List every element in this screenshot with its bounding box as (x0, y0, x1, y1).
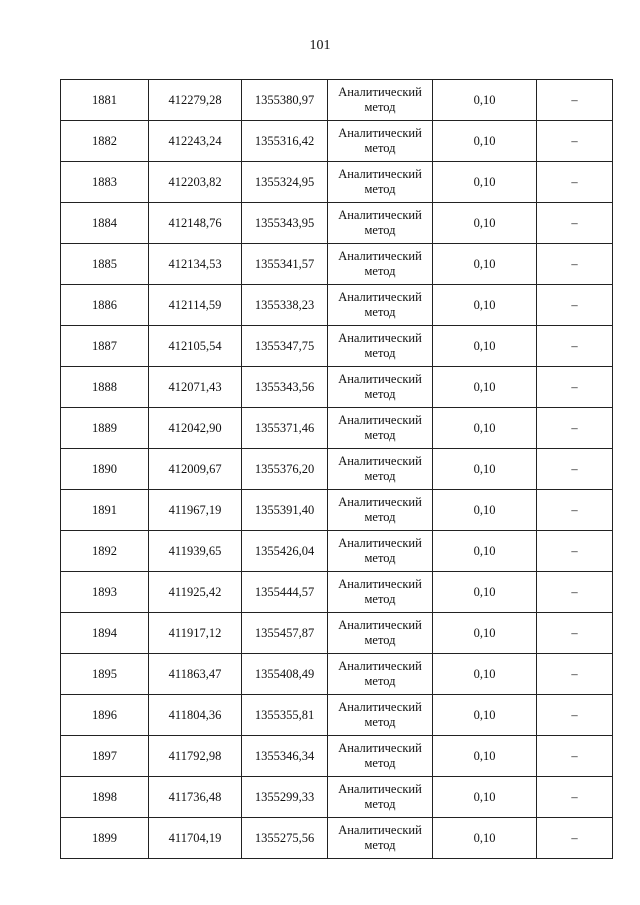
method-line-1: Аналитический (338, 741, 422, 755)
description-cell: – (537, 203, 613, 244)
point-number-cell: 1888 (61, 367, 149, 408)
x-coordinate-cell: 411939,65 (149, 531, 242, 572)
precision-cell: 0,10 (433, 326, 537, 367)
precision-cell: 0,10 (433, 449, 537, 490)
method-line-2: метод (364, 510, 396, 524)
table-row (61, 326, 613, 367)
method-line-1: Аналитический (338, 126, 422, 140)
method-line-2: метод (364, 223, 396, 237)
table-row (61, 367, 613, 408)
description-cell: – (537, 531, 613, 572)
method-line-2: метод (364, 141, 396, 155)
precision-cell: 0,10 (433, 777, 537, 818)
method-line-2: метод (364, 838, 396, 852)
point-number-cell: 1884 (61, 203, 149, 244)
y-coordinate-cell: 1355380,97 (242, 80, 328, 121)
description-cell: – (537, 818, 613, 859)
x-coordinate-cell: 412203,82 (149, 162, 242, 203)
method-line-1: Аналитический (338, 536, 422, 550)
x-coordinate-cell: 412105,54 (149, 326, 242, 367)
x-coordinate-cell: 411967,19 (149, 490, 242, 531)
precision-cell: 0,10 (433, 490, 537, 531)
y-coordinate-cell: 1355346,34 (242, 736, 328, 777)
y-coordinate-cell: 1355275,56 (242, 818, 328, 859)
description-cell: – (537, 695, 613, 736)
method-cell (328, 80, 433, 121)
precision-cell: 0,10 (433, 244, 537, 285)
point-number-cell: 1894 (61, 613, 149, 654)
method-cell (328, 777, 433, 818)
method-line-1: Аналитический (338, 167, 422, 181)
precision-cell: 0,10 (433, 654, 537, 695)
precision-cell: 0,10 (433, 162, 537, 203)
y-coordinate-cell: 1355408,49 (242, 654, 328, 695)
y-coordinate-cell: 1355343,56 (242, 367, 328, 408)
x-coordinate-cell: 411804,36 (149, 695, 242, 736)
description-cell: – (537, 285, 613, 326)
description-cell: – (537, 490, 613, 531)
table-row (61, 572, 613, 613)
x-coordinate-cell: 412042,90 (149, 408, 242, 449)
point-number-cell: 1895 (61, 654, 149, 695)
description-cell: – (537, 121, 613, 162)
precision-cell: 0,10 (433, 203, 537, 244)
x-coordinate-cell: 412243,24 (149, 121, 242, 162)
precision-cell: 0,10 (433, 80, 537, 121)
description-cell: – (537, 367, 613, 408)
method-cell (328, 449, 433, 490)
x-coordinate-cell: 412148,76 (149, 203, 242, 244)
method-line-1: Аналитический (338, 659, 422, 673)
y-coordinate-cell: 1355338,23 (242, 285, 328, 326)
method-line-2: метод (364, 469, 396, 483)
method-line-1: Аналитический (338, 618, 422, 632)
method-cell (328, 121, 433, 162)
x-coordinate-cell: 411863,47 (149, 654, 242, 695)
method-line-2: метод (364, 305, 396, 319)
method-line-2: метод (364, 264, 396, 278)
table-row (61, 531, 613, 572)
description-cell: – (537, 654, 613, 695)
method-line-1: Аналитический (338, 700, 422, 714)
method-line-2: метод (364, 551, 396, 565)
y-coordinate-cell: 1355347,75 (242, 326, 328, 367)
y-coordinate-cell: 1355426,04 (242, 531, 328, 572)
method-cell (328, 367, 433, 408)
table-row (61, 695, 613, 736)
description-cell: – (537, 449, 613, 490)
x-coordinate-cell: 411917,12 (149, 613, 242, 654)
x-coordinate-cell: 412009,67 (149, 449, 242, 490)
point-number-cell: 1885 (61, 244, 149, 285)
precision-cell: 0,10 (433, 572, 537, 613)
point-number-cell: 1892 (61, 531, 149, 572)
method-line-2: метод (364, 797, 396, 811)
method-line-1: Аналитический (338, 823, 422, 837)
method-line-2: метод (364, 674, 396, 688)
method-line-1: Аналитический (338, 290, 422, 304)
page-number: 101 (309, 38, 331, 53)
method-cell (328, 408, 433, 449)
table-row (61, 777, 613, 818)
method-cell (328, 613, 433, 654)
precision-cell: 0,10 (433, 121, 537, 162)
precision-cell: 0,10 (433, 408, 537, 449)
table-row (61, 736, 613, 777)
method-cell (328, 285, 433, 326)
x-coordinate-cell: 412134,53 (149, 244, 242, 285)
coordinates-table (60, 79, 613, 859)
precision-cell: 0,10 (433, 531, 537, 572)
point-number-cell: 1897 (61, 736, 149, 777)
precision-cell: 0,10 (433, 736, 537, 777)
precision-cell: 0,10 (433, 285, 537, 326)
method-line-2: метод (364, 182, 396, 196)
x-coordinate-cell: 412071,43 (149, 367, 242, 408)
method-line-1: Аналитический (338, 208, 422, 222)
method-line-1: Аналитический (338, 413, 422, 427)
method-line-2: метод (364, 756, 396, 770)
description-cell: – (537, 244, 613, 285)
table-row (61, 203, 613, 244)
method-line-1: Аналитический (338, 495, 422, 509)
method-cell (328, 244, 433, 285)
y-coordinate-cell: 1355355,81 (242, 695, 328, 736)
point-number-cell: 1899 (61, 818, 149, 859)
method-line-2: метод (364, 346, 396, 360)
method-line-1: Аналитический (338, 577, 422, 591)
table-row (61, 244, 613, 285)
method-cell (328, 736, 433, 777)
method-line-2: метод (364, 387, 396, 401)
point-number-cell: 1896 (61, 695, 149, 736)
method-line-2: метод (364, 592, 396, 606)
x-coordinate-cell: 411736,48 (149, 777, 242, 818)
precision-cell: 0,10 (433, 818, 537, 859)
method-line-1: Аналитический (338, 249, 422, 263)
y-coordinate-cell: 1355316,42 (242, 121, 328, 162)
method-cell (328, 326, 433, 367)
table-row (61, 613, 613, 654)
table-row (61, 121, 613, 162)
y-coordinate-cell: 1355299,33 (242, 777, 328, 818)
description-cell: – (537, 80, 613, 121)
y-coordinate-cell: 1355341,57 (242, 244, 328, 285)
y-coordinate-cell: 1355324,95 (242, 162, 328, 203)
point-number-cell: 1889 (61, 408, 149, 449)
x-coordinate-cell: 411704,19 (149, 818, 242, 859)
y-coordinate-cell: 1355457,87 (242, 613, 328, 654)
method-cell (328, 818, 433, 859)
method-line-1: Аналитический (338, 372, 422, 386)
y-coordinate-cell: 1355343,95 (242, 203, 328, 244)
method-line-2: метод (364, 100, 396, 114)
table-row (61, 285, 613, 326)
description-cell: – (537, 162, 613, 203)
method-line-1: Аналитический (338, 331, 422, 345)
table-body (61, 80, 613, 859)
method-cell (328, 531, 433, 572)
table-row (61, 162, 613, 203)
table-row (61, 408, 613, 449)
description-cell: – (537, 408, 613, 449)
x-coordinate-cell: 412114,59 (149, 285, 242, 326)
precision-cell: 0,10 (433, 367, 537, 408)
method-line-1: Аналитический (338, 782, 422, 796)
point-number-cell: 1890 (61, 449, 149, 490)
method-line-1: Аналитический (338, 454, 422, 468)
method-cell (328, 695, 433, 736)
point-number-cell: 1893 (61, 572, 149, 613)
description-cell: – (537, 777, 613, 818)
description-cell: – (537, 326, 613, 367)
method-line-2: метод (364, 633, 396, 647)
y-coordinate-cell: 1355376,20 (242, 449, 328, 490)
table-row (61, 818, 613, 859)
y-coordinate-cell: 1355444,57 (242, 572, 328, 613)
method-cell (328, 490, 433, 531)
point-number-cell: 1881 (61, 80, 149, 121)
x-coordinate-cell: 412279,28 (149, 80, 242, 121)
table-row (61, 449, 613, 490)
method-cell (328, 654, 433, 695)
x-coordinate-cell: 411925,42 (149, 572, 242, 613)
method-cell (328, 572, 433, 613)
point-number-cell: 1886 (61, 285, 149, 326)
description-cell: – (537, 572, 613, 613)
y-coordinate-cell: 1355371,46 (242, 408, 328, 449)
method-line-2: метод (364, 428, 396, 442)
method-cell (328, 162, 433, 203)
table-row (61, 490, 613, 531)
point-number-cell: 1882 (61, 121, 149, 162)
description-cell: – (537, 736, 613, 777)
x-coordinate-cell: 411792,98 (149, 736, 242, 777)
point-number-cell: 1887 (61, 326, 149, 367)
precision-cell: 0,10 (433, 695, 537, 736)
method-line-2: метод (364, 715, 396, 729)
point-number-cell: 1898 (61, 777, 149, 818)
table-row (61, 80, 613, 121)
point-number-cell: 1891 (61, 490, 149, 531)
description-cell: – (537, 613, 613, 654)
method-line-1: Аналитический (338, 85, 422, 99)
table-row (61, 654, 613, 695)
point-number-cell: 1883 (61, 162, 149, 203)
y-coordinate-cell: 1355391,40 (242, 490, 328, 531)
method-cell (328, 203, 433, 244)
precision-cell: 0,10 (433, 613, 537, 654)
